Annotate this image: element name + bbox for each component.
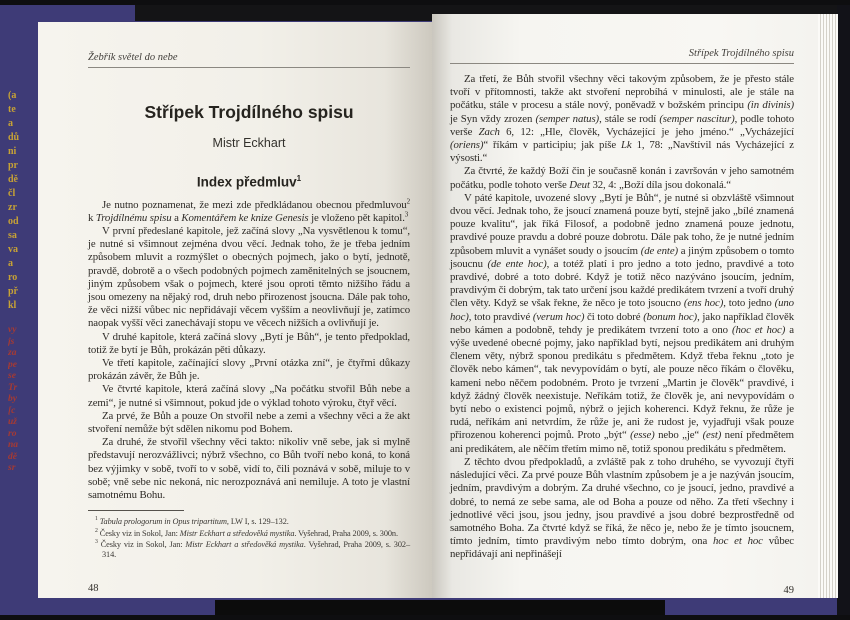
cover-shadow-bottom <box>215 600 665 615</box>
cover-text-fragment: za <box>8 348 17 358</box>
cover-text-fragment: od <box>8 216 19 227</box>
cover-text-fragment: pr <box>8 160 18 171</box>
right-page-body <box>450 73 794 562</box>
cover-text-fragment: ro <box>8 428 17 439</box>
cover-text-fragment: vy <box>8 325 17 335</box>
cover-shadow-right <box>837 5 850 615</box>
cover-text-fragment: dě <box>8 451 17 462</box>
cover-text-fragment: sr <box>8 463 16 473</box>
footnotes <box>88 515 410 559</box>
cover-text-fragment: a <box>8 118 13 129</box>
cover-text-fragment: na <box>8 440 19 450</box>
cover-text-fragment: ni <box>8 146 17 157</box>
page-number-right: 49 <box>783 585 794 596</box>
cover-text-fragment: už <box>8 417 17 427</box>
cover-text-fragment: se <box>8 371 16 381</box>
cover-text-fragment: va <box>8 244 18 255</box>
running-header-right: Střípek Trojdílného spisu <box>450 48 794 64</box>
paragraph: Za třetí, že Bůh stvořil všechny věci takovým způsobem, že je přesto stále tvoří v přítomnosti, takže akt stvoření neprobíhá v minulosti, ale je stále na počátku, stále v procesu a stále nový, poněvadž v božském principu (in divinis) je Syn vždy zrozen (semper natus), stále se rodí (semper nascitur), podle tohoto verše Zach 6, 12: „Hle, člověk, Vycházející je jeho jméno.“ „Vycházející (oriens)“ říkám v participiu; jak píše Lk 1, 78: „Navštívil nás Vycházející z výsosti.“ <box>450 73 794 165</box>
paragraph: V první předeslané kapitole, jež začíná slovy „Na vysvětlenou k tomu“, je nutné si všimnout zejména dvou věcí. Jednak toho, že je třeba jedním způsobem mluvit a rozmýšlet o obecných pojmech, jako o bytí, jednotě, pravdě, dobrotě a o všech podobných pojmech zaměnitelných se jsoucnem, jiným způsobem však o pojmech, které jsou oproti těmto nižšího řádu a jsou omezeny na nějaký rod, druh nebo přirozenost jsoucna. Dále pak toho, že věci nižší vůbec nic nepřidávají věcem vyšším a neovlivňují je, zatímco naopak vyšší věci zanechávají stopu ve věcech nižších a ovlivňují je. <box>88 224 410 330</box>
footnote-separator <box>88 510 184 511</box>
cover-text-fragment: zr <box>8 202 17 213</box>
page-number-left: 48 <box>88 583 99 594</box>
left-page-body <box>88 196 410 503</box>
cover-text-fragment: by <box>8 394 17 404</box>
paragraph: Za prvé, že Bůh a pouze On stvořil nebe a zemi a všechny věci a že akt stvoření nemůže být sdělen nikomu pod Bohem. <box>88 409 410 435</box>
footnote: $^1$ Tabula prologorum in Opus tripartitum, LW I, s. 129–132. <box>95 516 289 526</box>
left-page <box>38 22 432 598</box>
paragraph: Ve třetí kapitole, začínající slovy „První otázka zní“, je čtyřmi důkazy prokázán závěr, že Bůh je. <box>88 356 410 383</box>
paragraph: V páté kapitole, uvozené slovy „Bytí je Bůh“, je nutné si obzvláště všimnout dvou věcí. Jednak toho, že jsoucí znamená pouze bytí, stejně jako „bílé znamená pouze kvalitu“, jak říká Filosof, a podobně jedno znamená pouze jednotu, pravdivé pouze pravdu a dobré pouze dobrotu. Dále pak toho, že je nutné jedním způsobem mluvit a vynášet soudy o jsoucím (de ente) a jiným způsobem o tomto jsoucnu (de ente hoc), a totéž platí i pro jedno a toto jedno, pravdivé a toto pravdivé, dobré a toto dobré. Když je totiž něco nazýváno jsoucím, jedním, pravdivým či dobrým, tak tato určení jsou každé predikátem tvrzení a tvoří druhý člen věty. Když se však řekne, že něco je toto jsoucno (ens hoc), toto jedno (uno hoc), toto pravdivé (verum hoc) či toto dobré (bonum hoc), jako například člověk nebo kámen a podobně, tehdy je predikátem tvrzení toto a ono (hoc et hoc) a výše uvedené obecné pojmy, jako například bytí, nejsou predikátem ani druhým členem věty, nýbrž sponou predikátu s předmětem. Když třeba řeknu „toto je člověk nebo kámen“, tak nevypovídám o bytí, ale pouze něco říkám o člověku, kameni nebo něčem podobném. Proto je tvrzení „Martin je člověk“ pravdivé, i když žádný člověk neexistuje. Neříkám totiž, že člověk je, ani nevypovídám o bytí nebo o existenci pojmů, nýbrž o jejich koherenci. Když řeknu, že růže je rudá, neříkám ani netvrdím, že růže je, ani že rudost je, vyjadřuji však pouze přirozenou koherenci pojmů. Proto „být“ (esse) nebo „je“ (est) není předmětem ani predikátem, ale něčím třetím mimo ně, totiž sponou predikátu s předmětem. <box>450 191 795 455</box>
footnote: $^3$ Česky viz in Sokol, Jan: Mistr Eckhart a středověká mystika. Vyšehrad, Praha 2009, s. 302–314. <box>95 539 410 559</box>
paragraph: Ve čtvrté kapitole, která začíná slovy „Na počátku stvořil Bůh nebe a zemi“, je nutné si všimnout, pokud jde o výklad tohoto výroku, čtyř věcí. <box>88 383 410 409</box>
page-edges-right <box>818 14 838 598</box>
chapter-author: Mistr Eckhart <box>212 136 286 150</box>
cover-text-fragment: čl <box>8 188 16 199</box>
cover-text-fragment: (a <box>8 90 17 101</box>
cover-text-fragment: te <box>8 104 16 115</box>
footnote: $^2$ Česky viz in Sokol, Jan: Mistr Eckhart a středověká mystika. Vyšehrad, Praha 2009, s. 300n. <box>95 527 398 538</box>
cover-flap-text-gold <box>8 89 38 313</box>
cover-text-fragment: kl <box>8 300 17 311</box>
paragraph: Z těchto dvou předpokladů, a zvláště pak z toho druhého, se vyvozují čtyři následující věci. Za prvé pouze Bůh vlastním způsobem je a je nazýván jsoucím, jedním, pravdivým a dobrým. Za druhé všechno, co je jsoucí, jedno, pravdivé a dobré, to nemá ze sebe sama, ale od Boha a pouze od něho. Za třetí všechny i jednotlivé věci jsou, jsou jedny, jsou pravdivé a jsou dobré bezprostředně od samotného Boha. Za čtvrté když se říká, že něco je, nebo že je tímto jsoucnem, tímto jedním, tímto pravdivým nebo tímto dobrým, ona hoc et hoc vůbec nepřidávají ani nepřinášejí <box>450 455 795 561</box>
paragraph: Za druhé, že stvořil všechny věci takto: nikoliv vně sebe, jak si mylně představují nerozvážlivci; nýbrž všechno, co Bůh tvoří nebo koná, to koná bez výjimky v sobě, tvoří to v sobě, vidí to, čili poznává v sobě, miluje to v sobě; vně sebe nic nekoná, nic nerozpoznává ani nemiluje. A toto je vlastní samotnému Bohu. <box>88 436 410 501</box>
paragraph: Je nutno poznamenat, že mezi zde předkládanou obecnou předmluvou$^2$ k Trojdílnému spisu a Komentářem ke knize Genesis je vloženo pět kapitol.$^3$ <box>88 196 410 224</box>
cover-text-fragment: a <box>8 258 13 269</box>
cover-text-fragment: ro <box>8 272 18 283</box>
right-page <box>432 14 838 598</box>
cover-text-fragment: dě <box>8 174 18 185</box>
chapter-title: Střípek Trojdílného spisu <box>144 102 354 122</box>
cover-text-fragment: dů <box>8 132 20 143</box>
cover-text-fragment: pe <box>8 359 17 370</box>
section-heading: Index předmluv$^1$ <box>196 174 302 190</box>
paragraph: Za čtvrté, že každý Boží čin je současně konán i završován v jeho samotném počátku, podle tohoto verše Deut 32, 4: „Boží díla jsou dokonalá.“ <box>450 165 794 191</box>
cover-text-fragment: Tr <box>8 382 18 393</box>
paragraph: V druhé kapitole, která začíná slovy „Bytí je Bůh“, je tento předpoklad, totiž že bytí je Bůh, prokázán pěti důkazy. <box>88 330 410 356</box>
cover-flap-text-red <box>8 325 38 475</box>
cover-text-fragment: js <box>8 336 15 347</box>
cover-text-fragment: př <box>8 286 18 297</box>
cover-text-fragment: sa <box>8 230 17 241</box>
running-header-left: Žebřík světel do nebe <box>88 52 410 68</box>
cover-text-fragment: [c <box>8 405 16 416</box>
